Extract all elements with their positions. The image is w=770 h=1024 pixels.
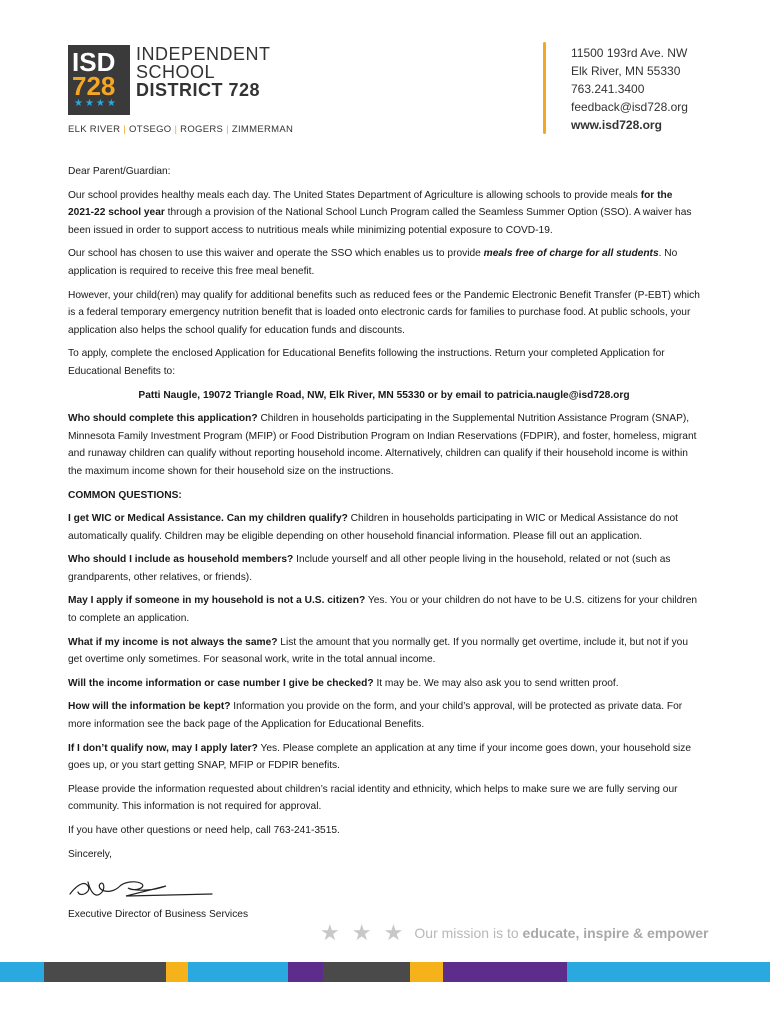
logo-cities: [68, 124, 293, 135]
city-otsego: OTSEGO: [129, 124, 172, 135]
header-divider: [543, 42, 546, 134]
paragraph-apply: To apply, complete the enclosed Application for Educational Benefits following the instructions. Return your completed Application for Educational Benefits to:: [68, 348, 665, 377]
footer-bar-segment: [410, 962, 443, 982]
contact-email-link[interactable]: feedback@isd728.org: [571, 100, 688, 114]
footer-bar-segment: [323, 962, 410, 982]
logo-district-name: [136, 45, 271, 99]
faq-answer: List the amount that you normally get. If you normally get overtime, include it, but not if you get overtime only sometimes. For seasonal work, write in the total annual income.: [68, 636, 689, 666]
footer-bar-segment: [0, 962, 44, 982]
city-zimmerman: ZIMMERMAN: [231, 124, 294, 135]
city-separator: |: [123, 124, 127, 135]
contact-website-link[interactable]: www.isd728.org: [571, 118, 662, 132]
faq-answer: Information you provide on the form, and your child’s approval, will be protected as private data. For more information see the back page of the Application for Educational Benefits.: [68, 701, 683, 731]
paragraph-help: If you have other questions or need help, call 763-241-3515.: [68, 825, 340, 836]
faq-answer: Yes. You or your children do not have to be U.S. citizens for your children to complete an application.: [68, 595, 698, 625]
city-elk-river: ELK RIVER: [68, 124, 121, 135]
faq-question: What if my income is not always the same?: [68, 636, 278, 648]
faq-item: [68, 675, 700, 693]
paragraph-ethnicity: Please provide the information requested about children’s racial identity and ethnicity, which helps to make sure we are fully serving our community. This information is not required for approval.: [68, 783, 678, 813]
contact-block: [571, 44, 688, 134]
faq-answer: Yes. Please complete an application at any time if your income goes down, your household size goes up, or you start getting SNAP, MFIP or FDPIR benefits.: [68, 742, 692, 772]
greeting: Dear Parent/Guardian:: [68, 166, 171, 177]
mission-prefix: Our mission is to: [414, 925, 523, 941]
city-rogers: ROGERS: [180, 124, 224, 135]
contact-phone: 763.241.3400: [571, 82, 645, 96]
faq-question: How will the information be kept?: [68, 701, 231, 713]
signature-image: [66, 872, 216, 904]
paragraph-sso: Our school has chosen to use this waiver and operate the SSO which enables us to provide meals free of charge for all students. No application is required to receive this free meal benefit.: [68, 248, 678, 277]
footer-bar-segment: [443, 962, 567, 982]
footer-bar-segment: [44, 962, 166, 982]
contact-address-line1: 11500 193rd Ave. NW: [571, 46, 688, 60]
footer-bar-segment: [166, 962, 188, 982]
logo-stars-icon: ★★★★: [74, 98, 118, 109]
logo-mark: [68, 45, 130, 115]
faq-list: [68, 510, 700, 775]
faq-answer: Children in households participating in WIC or Medical Assistance do not automatically qualify. Children may be eligible depending on other household financial information. Please fill out an application.: [68, 513, 678, 542]
faq-answer: It may be. We may also ask you to send written proof.: [373, 677, 619, 689]
city-separator: |: [174, 124, 178, 135]
paragraph-intro: Our school provides healthy meals each day. The United States Department of Agriculture is allowing schools to provide meals for the 2021-22 school year through a provision of the National School Lunch Program called the Seamless Summer Option (SSO). A waiver has been issued in order to support access to nutritious meals while minimizing potential exposure to COVD-19.: [68, 189, 692, 236]
faq-answer: Include yourself and all other people living in the household, related or not (such as grandparents, other relatives, or friends).: [68, 554, 671, 583]
faq-question: If I don’t qualify now, may I apply later?: [68, 742, 258, 754]
logo-name-line1: INDEPENDENT: [136, 44, 271, 64]
faq-item: [68, 634, 700, 669]
footer-color-bar: [0, 962, 770, 982]
mission-words: educate, inspire & empower: [522, 925, 709, 941]
city-separator: |: [226, 124, 229, 135]
logo-isd-text: ISD: [72, 47, 116, 77]
logo-name-line3: DISTRICT 728: [136, 80, 261, 100]
logo-number-text: 728: [72, 71, 116, 101]
faq-item: [68, 592, 700, 627]
faq-item: [68, 740, 700, 775]
faq-question: May I apply if someone in my household is not a U.S. citizen?: [68, 595, 366, 607]
mission-stars-icon: ★ ★ ★: [320, 920, 407, 945]
contact-address-line2: Elk River, MN 55330: [571, 64, 681, 78]
footer-bar-segment: [288, 962, 323, 982]
faq-question: I get WIC or Medical Assistance. Can my children qualify?: [68, 513, 348, 525]
footer-bar-segment: [567, 962, 770, 982]
faq-item: [68, 551, 700, 586]
signer-title: Executive Director of Business Services: [68, 909, 249, 920]
faq-item: [68, 698, 700, 733]
logo-name-line2: SCHOOL: [136, 62, 216, 82]
faq-question: Will the income information or case number I give be checked?: [68, 677, 374, 689]
footer-bar-segment: [188, 962, 288, 982]
faq-question: Who should I include as household members?: [68, 554, 294, 566]
faq-item: [68, 510, 700, 545]
mission-statement: [320, 920, 709, 946]
paragraph-who: Who should complete this application? Children in households participating in the Supplemental Nutrition Assistance Program (SNAP), Minnesota Family Investment Program (MFIP) or Food Distribution Program on Indian Reservations (FDPIR), and foster, homeless, migrant and runaway children can qualify without reporting household income. Alternatively, children can qualify if their household income is within the maximum income shown for their household size on the instructions.: [68, 413, 697, 477]
paragraph-benefits: However, your child(ren) may qualify for additional benefits such as reduced fees or the Pandemic Electronic Benefit Transfer (P-EBT) which is a federal temporary emergency nutrition benefit that is loaded onto electronic cards for families to purchase food. At public schools, your application also helps the school qualify for education funds and discounts.: [68, 289, 700, 336]
district-logo: [68, 44, 294, 135]
common-questions-heading: COMMON QUESTIONS:: [68, 489, 182, 501]
closing: Sincerely,: [68, 848, 112, 860]
letter-body: [68, 163, 700, 869]
return-address: Patti Naugle, 19072 Triangle Road, NW, Elk River, MN 55330 or by email to patricia.naugle@isd728.org: [138, 389, 630, 401]
